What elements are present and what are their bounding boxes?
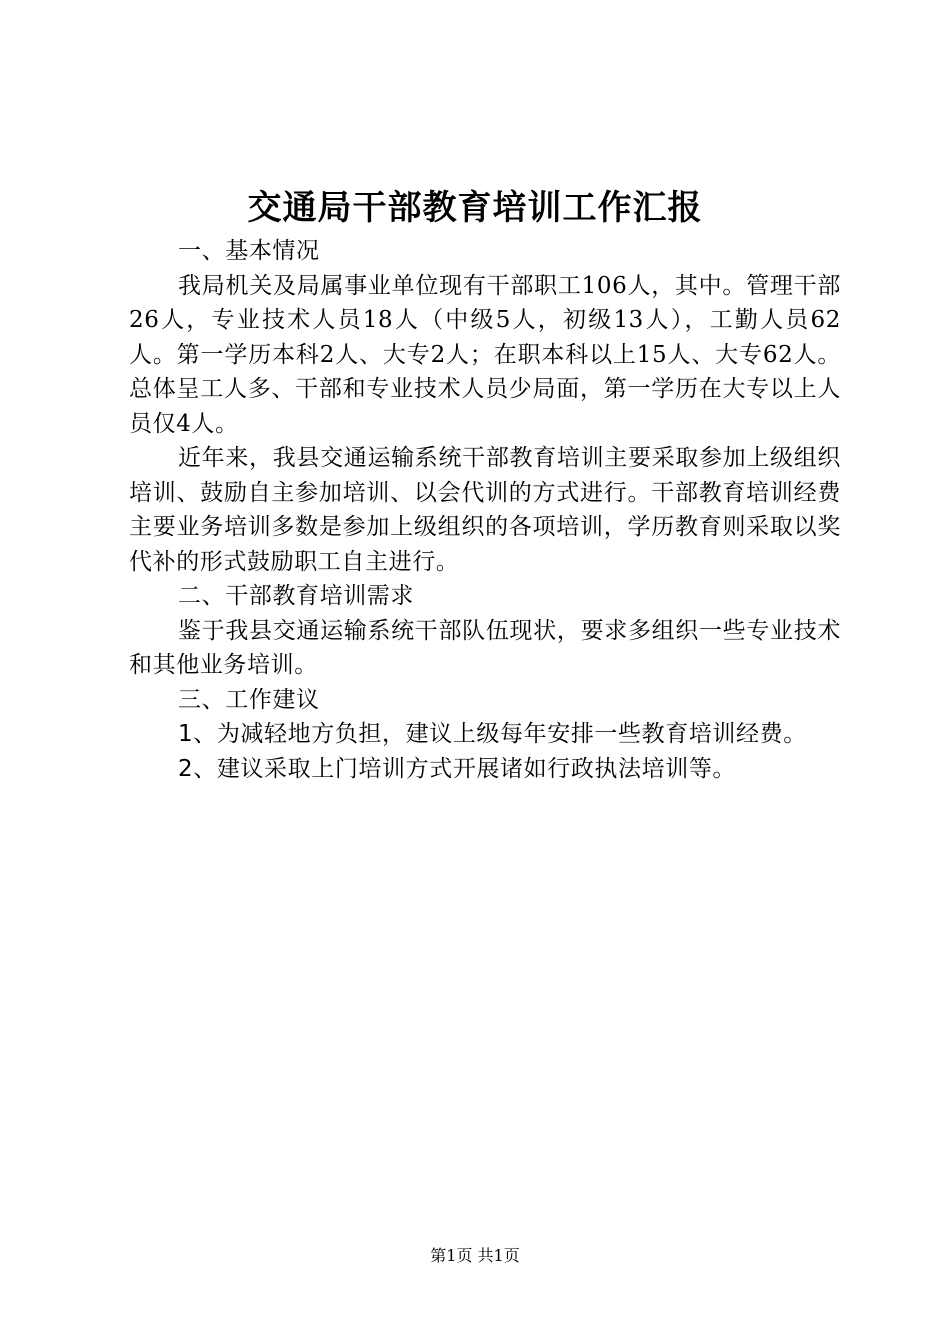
- suggestion-item-onsite-training: 2、建议采取上门培训方式开展诸如行政执法培训等。: [178, 755, 737, 782]
- document-body: [129, 234, 841, 786]
- page-footer: 第1页 共1页: [430, 1246, 520, 1265]
- suggestion-item-funding: 1、为减轻地方负担，建议上级每年安排一些教育培训经费。: [178, 721, 807, 747]
- paragraph-training-needs: 鉴于我县交通运输系统干部队伍现状，要求多组织一些专业技术和其他业务培训。: [129, 617, 841, 678]
- section-heading-suggestions: 三、工作建议: [178, 686, 320, 713]
- document-title: 交通局干部教育培训工作汇报: [247, 188, 703, 228]
- section-heading-training-needs: 二、干部教育培训需求: [178, 583, 414, 609]
- paragraph-training-methods: 近年来，我县交通运输系统干部教育培训主要采取参加上级组织培训、鼓励自主参加培训、以会代训的方式进行。干部教育培训经费主要业务培训多数是参加上级组织的各项培训，学历教育则采取以奖代补的形式鼓励职工自主进行。: [129, 445, 841, 575]
- section-heading-basic-situation: 一、基本情况: [178, 238, 320, 264]
- paragraph-staff-composition: 我局机关及局属事业单位现有干部职工106人，其中。管理干部26人，专业技术人员18人（中级5人，初级13人），工勤人员62人。第一学历本科2人、大专2人；在职本科以上15人、大专62人。总体呈工人多、干部和专业技术人员少局面，第一学历在大专以上人员仅4人。: [129, 272, 841, 437]
